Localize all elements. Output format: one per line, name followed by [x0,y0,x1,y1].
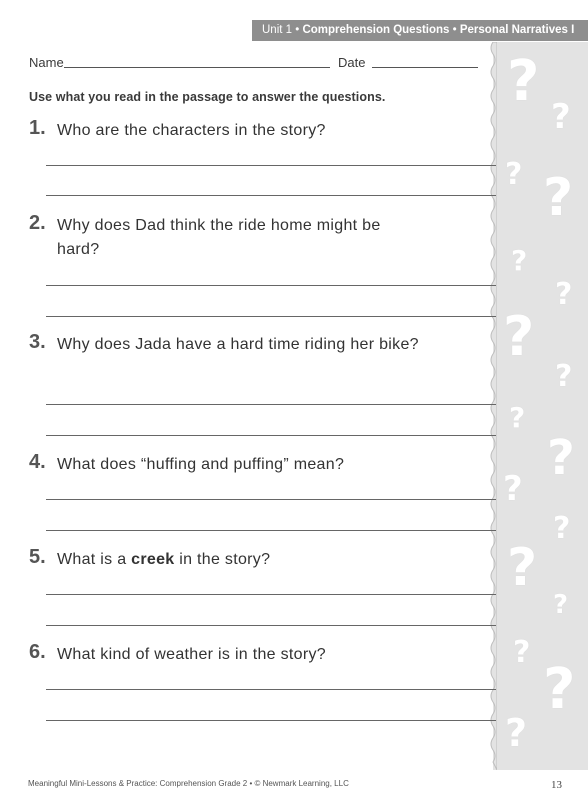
answer-line[interactable] [46,594,496,595]
date-label: Date [338,55,366,70]
question-text: Who are the characters in the story? [57,122,326,139]
question-mark-icon: ? [555,359,573,394]
question-number: 2. [29,212,46,234]
vocabulary-word: creek [131,551,175,568]
answer-line[interactable] [46,316,496,317]
answer-line[interactable] [46,689,496,690]
wavy-edge [487,42,497,770]
name-field[interactable] [64,67,330,68]
question-mark-icon: ? [547,430,575,486]
question-mark-icon: ? [505,711,528,755]
answer-line[interactable] [46,499,496,500]
answer-line[interactable] [46,165,496,166]
name-label: Name [29,55,64,70]
unit-banner [252,20,588,41]
question-mark-icon: ? [507,49,540,114]
question-mark-icon: ? [555,277,573,312]
question-text: Why does Dad think the ride home might be hard? [57,217,381,258]
question-mark-icon: ? [553,511,571,546]
answer-line[interactable] [46,285,496,286]
question-mark-icon: ? [551,97,571,137]
question-text [57,548,427,572]
question-text: What kind of weather is in the story? [57,646,326,663]
banner-separator: • [449,24,460,36]
answer-line[interactable] [46,720,496,721]
question-mark-icon: ? [513,635,531,670]
question-number: 3. [29,331,46,353]
section-label: Comprehension Questions [302,24,450,36]
question-text: Why does Jada have a hard time riding her bike? [57,336,419,353]
question-number: 1. [29,117,46,139]
question-mark-strip [493,42,588,770]
question-number: 5. [29,546,46,568]
page-number: 13 [551,779,562,791]
question-text: What does “huffing and puffing” mean? [57,456,345,473]
footer-credit: Meaningful Mini-Lessons & Practice: Comprehension Grade 2 • © Newmark Learning, LLC [28,779,349,788]
topic-label: Personal Narratives I [459,24,575,36]
question-mark-icon: ? [511,244,528,277]
question-text-part: in the story? [174,551,271,568]
question-number: 6. [29,641,46,663]
date-field[interactable] [372,67,478,68]
question-mark-icon: ? [503,305,535,368]
question-mark-icon: ? [543,657,576,722]
answer-line[interactable] [46,404,496,405]
question-mark-icon: ? [543,168,574,228]
unit-label: Unit 1 [262,24,293,36]
answer-line[interactable] [46,195,496,196]
instructions: Use what you read in the passage to answer the questions. [29,90,386,104]
answer-line[interactable] [46,625,496,626]
answer-line[interactable] [46,435,496,436]
question-mark-icon: ? [553,590,569,620]
answer-line[interactable] [46,530,496,531]
question-text-part: What is a [57,551,132,568]
question-mark-icon: ? [505,157,523,192]
question-number: 4. [29,451,46,473]
question-mark-icon: ? [507,538,538,598]
banner-separator: • [292,24,303,36]
question-mark-icon: ? [509,401,526,434]
question-mark-icon: ? [503,469,523,509]
